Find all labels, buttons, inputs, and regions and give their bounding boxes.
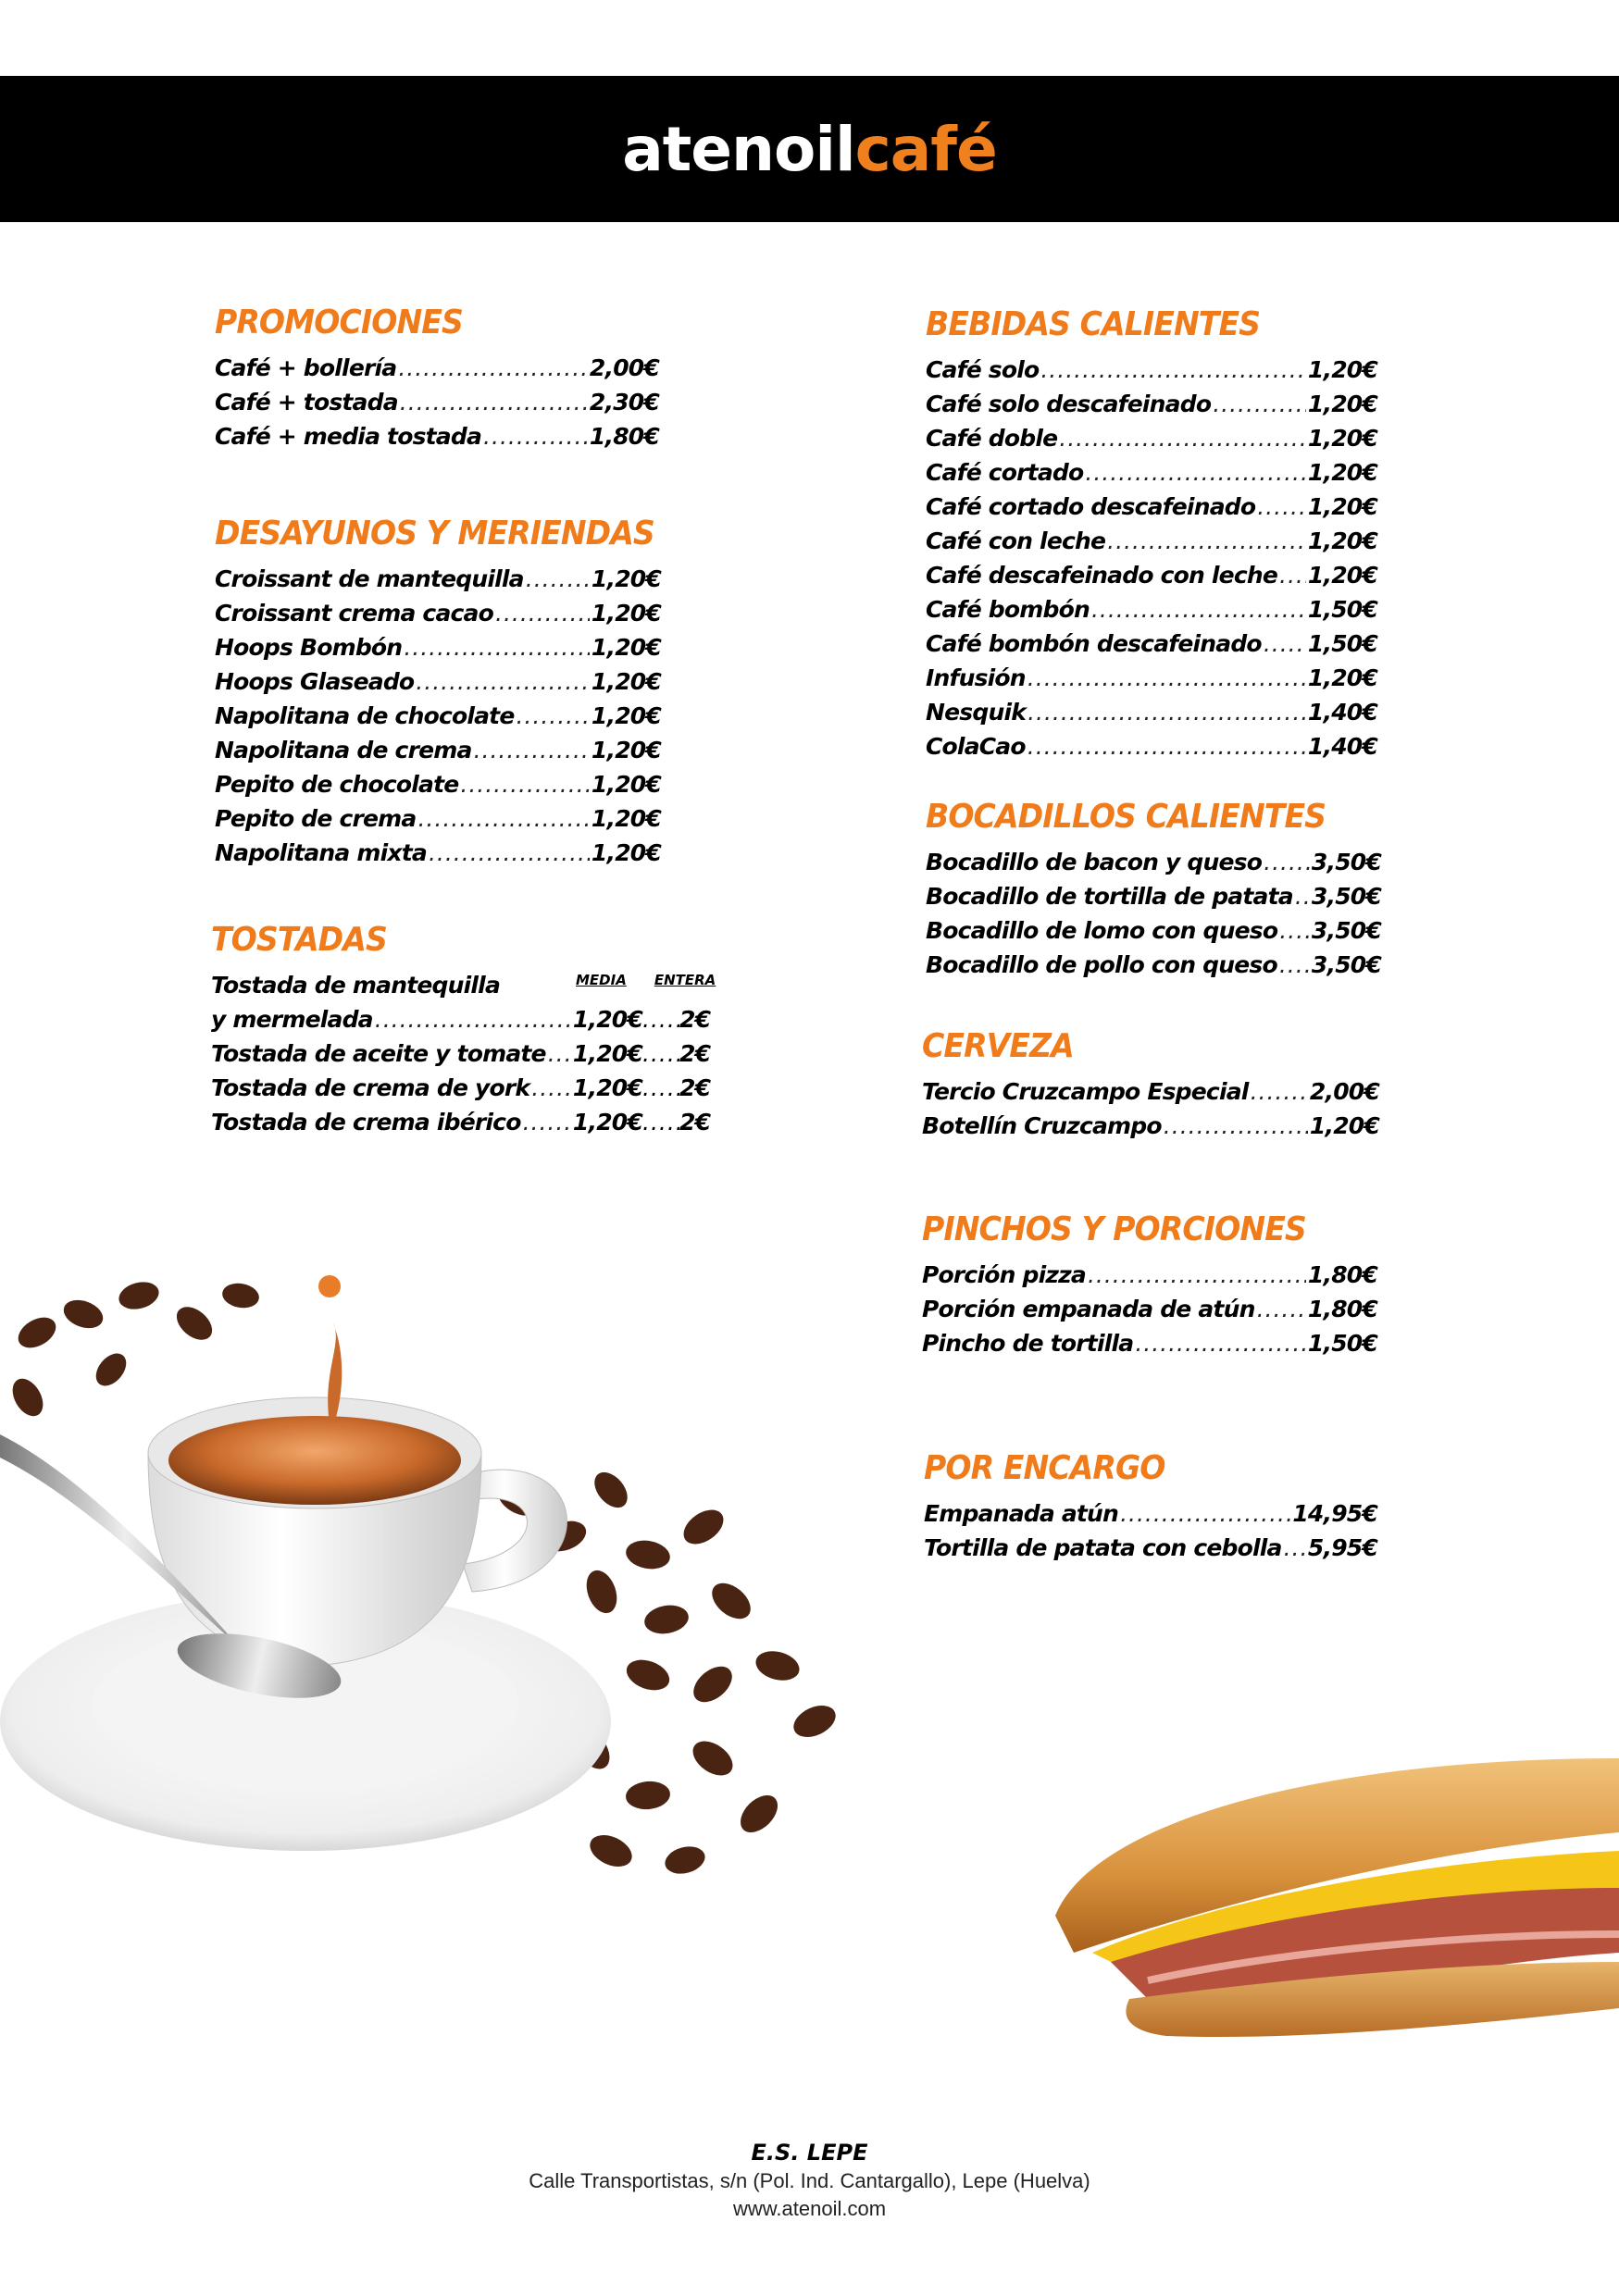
- menu-item-name: Croissant crema cacao: [215, 600, 493, 627]
- menu-item-price: 1,50€: [1307, 630, 1377, 657]
- menu-item-price: 1,20€: [591, 771, 661, 798]
- menu-item-name: Tostada de crema de york: [211, 1074, 530, 1101]
- price-media: 1,20€: [572, 1006, 642, 1033]
- dot-leader: [416, 664, 590, 699]
- footer: [0, 2138, 1619, 2223]
- menu-item-name: Café + bollería: [215, 354, 397, 381]
- menu-item-price: 1,20€: [1307, 562, 1377, 589]
- menu-item: [926, 558, 1377, 592]
- menu-item-name: Napolitana mixta: [215, 839, 427, 866]
- menu-item: [215, 767, 661, 801]
- header-bar: [0, 76, 1619, 222]
- dot-leader: [417, 801, 589, 836]
- dot-leader: [1264, 627, 1306, 661]
- dot-leader: [642, 1036, 679, 1071]
- menu-item-price: 1,20€: [591, 839, 661, 866]
- menu-item-name: y mermelada: [211, 1006, 373, 1033]
- menu-item: [926, 592, 1377, 627]
- menu-item-name: Tercio Cruzcampo Especial: [922, 1078, 1249, 1105]
- dot-leader: [1120, 1496, 1290, 1531]
- price-media: 1,20€: [572, 1109, 642, 1136]
- menu-item-name: Infusión: [926, 664, 1026, 691]
- menu-item-name: Hoops Bombón: [215, 634, 403, 661]
- dot-leader: [398, 351, 588, 385]
- dot-leader: [375, 1002, 571, 1036]
- dot-leader: [1107, 524, 1306, 558]
- dot-leader: [1085, 455, 1306, 490]
- menu-item: [215, 801, 661, 836]
- column-media: MEDIA: [576, 972, 627, 988]
- section-title: POR ENCARGO: [924, 1449, 1165, 1487]
- menu-item-price: 1,50€: [1307, 1330, 1377, 1357]
- dot-leader: [1059, 421, 1306, 455]
- menu-item: [926, 695, 1377, 729]
- menu-item-price: 1,80€: [589, 423, 659, 450]
- section-title: PINCHOS Y PORCIONES: [922, 1210, 1306, 1248]
- menu-item-name: Café doble: [926, 425, 1058, 452]
- menu-item-price: 1,80€: [1307, 1296, 1377, 1322]
- dot-leader: [1264, 845, 1310, 879]
- menu-item: [926, 421, 1377, 455]
- menu-item: [924, 1531, 1377, 1565]
- dot-leader: [1088, 1258, 1306, 1292]
- menu-item: [211, 1036, 711, 1071]
- dot-leader: [404, 630, 590, 664]
- price-entera: 2€: [679, 1006, 711, 1033]
- dot-leader: [1164, 1109, 1308, 1143]
- menu-item-name: Tortilla de patata con cebolla: [924, 1534, 1282, 1561]
- menu-item-name: Croissant de mantequilla: [215, 565, 524, 592]
- menu-item-name: Café con leche: [926, 527, 1106, 554]
- column-entera: ENTERA: [654, 972, 716, 988]
- price-entera: 2€: [679, 1040, 711, 1067]
- menu-item-name: Bocadillo de tortilla de patata: [926, 883, 1293, 910]
- menu-item-name: Napolitana de chocolate: [215, 702, 515, 729]
- menu-item: [926, 729, 1377, 763]
- section-title: BEBIDAS CALIENTES: [926, 305, 1261, 343]
- dot-leader: [400, 385, 588, 419]
- menu-item: [215, 596, 661, 630]
- menu-item: [926, 524, 1377, 558]
- dot-leader: [1135, 1326, 1306, 1360]
- dot-leader: [1257, 1292, 1306, 1326]
- section-promociones: [215, 304, 659, 453]
- dot-leader: [523, 1105, 571, 1139]
- dot-leader: [1257, 490, 1306, 524]
- menu-item: [215, 733, 661, 767]
- menu-item-name: ColaCao: [926, 733, 1026, 760]
- menu-item: [926, 387, 1377, 421]
- dot-leader: [1284, 1531, 1306, 1565]
- section-bocadillos-calientes: [926, 798, 1381, 982]
- dot-leader: [1040, 353, 1306, 387]
- menu-item-price: 1,20€: [1307, 527, 1377, 554]
- menu-item: [926, 455, 1377, 490]
- dot-leader: [474, 733, 590, 767]
- menu-item: [211, 1105, 711, 1139]
- section-pinchos-porciones: [922, 1210, 1377, 1360]
- menu-item: [922, 1074, 1379, 1109]
- dot-leader: [1279, 948, 1310, 982]
- menu-item-price: 3,50€: [1311, 849, 1381, 875]
- menu-item-name: Pepito de chocolate: [215, 771, 459, 798]
- dot-leader: [460, 767, 590, 801]
- menu-item: [926, 490, 1377, 524]
- menu-item-name: Empanada atún: [924, 1500, 1119, 1527]
- menu-item-price: 1,40€: [1307, 733, 1377, 760]
- section-cerveza: [922, 1027, 1379, 1143]
- dot-leader: [526, 562, 590, 596]
- menu-item: [211, 1002, 711, 1036]
- dot-leader: [548, 1036, 571, 1071]
- espresso-crema: [168, 1416, 461, 1505]
- dot-leader: [642, 1071, 679, 1105]
- price-media: 1,20€: [572, 1040, 642, 1067]
- menu-item-price: 1,20€: [591, 565, 661, 592]
- menu-item: [926, 661, 1377, 695]
- dot-leader: [495, 596, 590, 630]
- menu-item-price: 3,50€: [1311, 917, 1381, 944]
- menu-item-price: 14,95€: [1292, 1500, 1377, 1527]
- section-title: DESAYUNOS Y MERIENDAS: [215, 515, 654, 552]
- price-entera: 2€: [679, 1109, 711, 1136]
- menu-item-name: Botellín Cruzcampo: [922, 1112, 1162, 1139]
- section-title: TOSTADAS: [211, 921, 387, 959]
- menu-item: [926, 845, 1381, 879]
- menu-item-name: Café + tostada: [215, 389, 398, 416]
- menu-item-name: Tostada de crema ibérico: [211, 1109, 521, 1136]
- menu-item-name: Porción empanada de atún: [922, 1296, 1255, 1322]
- menu-item-name: Bocadillo de bacon y queso: [926, 849, 1263, 875]
- menu-item-name: Pepito de crema: [215, 805, 417, 832]
- menu-item: [215, 664, 661, 699]
- menu-item-name: Bocadillo de pollo con queso: [926, 951, 1277, 978]
- tostadas-column-headers: [576, 972, 733, 988]
- section-title: BOCADILLOS CALIENTES: [926, 798, 1326, 836]
- menu-item-price: 2,00€: [1309, 1078, 1379, 1105]
- menu-item-name: Pincho de tortilla: [922, 1330, 1134, 1357]
- menu-item: [215, 419, 659, 453]
- menu-item: [924, 1496, 1377, 1531]
- menu-item-name: Café solo: [926, 356, 1040, 383]
- menu-item-name: Tostada de aceite y tomate: [211, 1040, 546, 1067]
- dot-leader: [531, 1071, 571, 1105]
- logo-text-atenoil: atenoil: [622, 113, 855, 185]
- section-por-encargo: [924, 1449, 1377, 1565]
- menu-item-price: 1,20€: [591, 737, 661, 763]
- dot-leader: [1027, 695, 1306, 729]
- dot-leader: [516, 699, 589, 733]
- menu-item: [922, 1326, 1377, 1360]
- tostada-first-line: Tostada de mantequilla: [211, 972, 501, 999]
- menu-item-price: 2,30€: [589, 389, 659, 416]
- dot-leader: [1295, 879, 1310, 913]
- menu-item-name: Café solo descafeinado: [926, 391, 1212, 417]
- section-bebidas-calientes: [926, 305, 1377, 763]
- dot-leader: [1091, 592, 1306, 627]
- menu-item-price: 1,20€: [1307, 493, 1377, 520]
- menu-item-price: 1,80€: [1307, 1261, 1377, 1288]
- sandwich-image: [1037, 1721, 1619, 2054]
- menu-item-name: Café bombón: [926, 596, 1090, 623]
- menu-item-price: 1,20€: [591, 634, 661, 661]
- menu-item: [926, 913, 1381, 948]
- menu-item: [922, 1109, 1379, 1143]
- section-desayunos: [215, 515, 661, 870]
- menu-item-price: 1,20€: [1309, 1112, 1379, 1139]
- menu-item-price: 1,20€: [1307, 664, 1377, 691]
- menu-item-name: Napolitana de crema: [215, 737, 472, 763]
- menu-item-price: 1,20€: [591, 668, 661, 695]
- menu-item-name: Hoops Glaseado: [215, 668, 415, 695]
- section-title: PROMOCIONES: [215, 304, 463, 341]
- menu-item: [215, 630, 661, 664]
- menu-item: [211, 1071, 711, 1105]
- menu-item-name: Café cortado descafeinado: [926, 493, 1256, 520]
- station-name: E.S. LEPE: [751, 2140, 868, 2166]
- menu-item-price: 2,00€: [589, 354, 659, 381]
- logo-text-cafe: café: [854, 113, 997, 185]
- menu-item-price: 1,20€: [591, 702, 661, 729]
- menu-item-name: Café descafeinado con leche: [926, 562, 1278, 589]
- coffee-cup-image: [0, 1259, 889, 1906]
- menu-item-price: 1,20€: [1307, 425, 1377, 452]
- menu-item: [926, 948, 1381, 982]
- menu-item: [215, 562, 661, 596]
- dot-leader: [1279, 558, 1306, 592]
- menu-item-name: Nesquik: [926, 699, 1027, 726]
- menu-item: [926, 879, 1381, 913]
- menu-item-price: 1,50€: [1307, 596, 1377, 623]
- dot-leader: [642, 1105, 679, 1139]
- menu-item-price: 1,20€: [591, 805, 661, 832]
- menu-item-price: 3,50€: [1311, 883, 1381, 910]
- price-media: 1,20€: [572, 1074, 642, 1101]
- menu-item: [215, 699, 661, 733]
- menu-item: [926, 353, 1377, 387]
- menu-item-price: 1,20€: [591, 600, 661, 627]
- price-entera: 2€: [679, 1074, 711, 1101]
- dot-leader: [1251, 1074, 1308, 1109]
- dot-leader: [1213, 387, 1306, 421]
- website-link[interactable]: www.atenoil.com: [732, 2197, 887, 2220]
- menu-item-name: Café + media tostada: [215, 423, 482, 450]
- menu-item-price: 3,50€: [1311, 951, 1381, 978]
- dot-leader: [1279, 913, 1310, 948]
- menu-item: [215, 385, 659, 419]
- menu-item-price: 5,95€: [1307, 1534, 1377, 1561]
- menu-item-name: Café bombón descafeinado: [926, 630, 1262, 657]
- menu-item: [926, 627, 1377, 661]
- menu-item-name: Bocadillo de lomo con queso: [926, 917, 1278, 944]
- section-title: CERVEZA: [922, 1027, 1074, 1065]
- menu-item-price: 1,20€: [1307, 391, 1377, 417]
- section-tostadas: [211, 921, 711, 1139]
- menu-item: [922, 1292, 1377, 1326]
- menu-item: [215, 351, 659, 385]
- dot-leader: [1027, 729, 1306, 763]
- dot-leader: [1027, 661, 1306, 695]
- dot-leader: [429, 836, 590, 870]
- address: Calle Transportistas, s/n (Pol. Ind. Cantargallo), Lepe (Huelva): [529, 2169, 1090, 2192]
- menu-item-name: Café cortado: [926, 459, 1084, 486]
- menu-item-price: 1,20€: [1307, 459, 1377, 486]
- dot-leader: [642, 1002, 679, 1036]
- menu-item: [922, 1258, 1377, 1292]
- atenoil-cafe-logo: [0, 76, 1619, 222]
- menu-item-name: Porción pizza: [922, 1261, 1086, 1288]
- menu-item-price: 1,40€: [1307, 699, 1377, 726]
- dot-leader: [483, 419, 588, 453]
- menu-item: [215, 836, 661, 870]
- menu-item-price: 1,20€: [1307, 356, 1377, 383]
